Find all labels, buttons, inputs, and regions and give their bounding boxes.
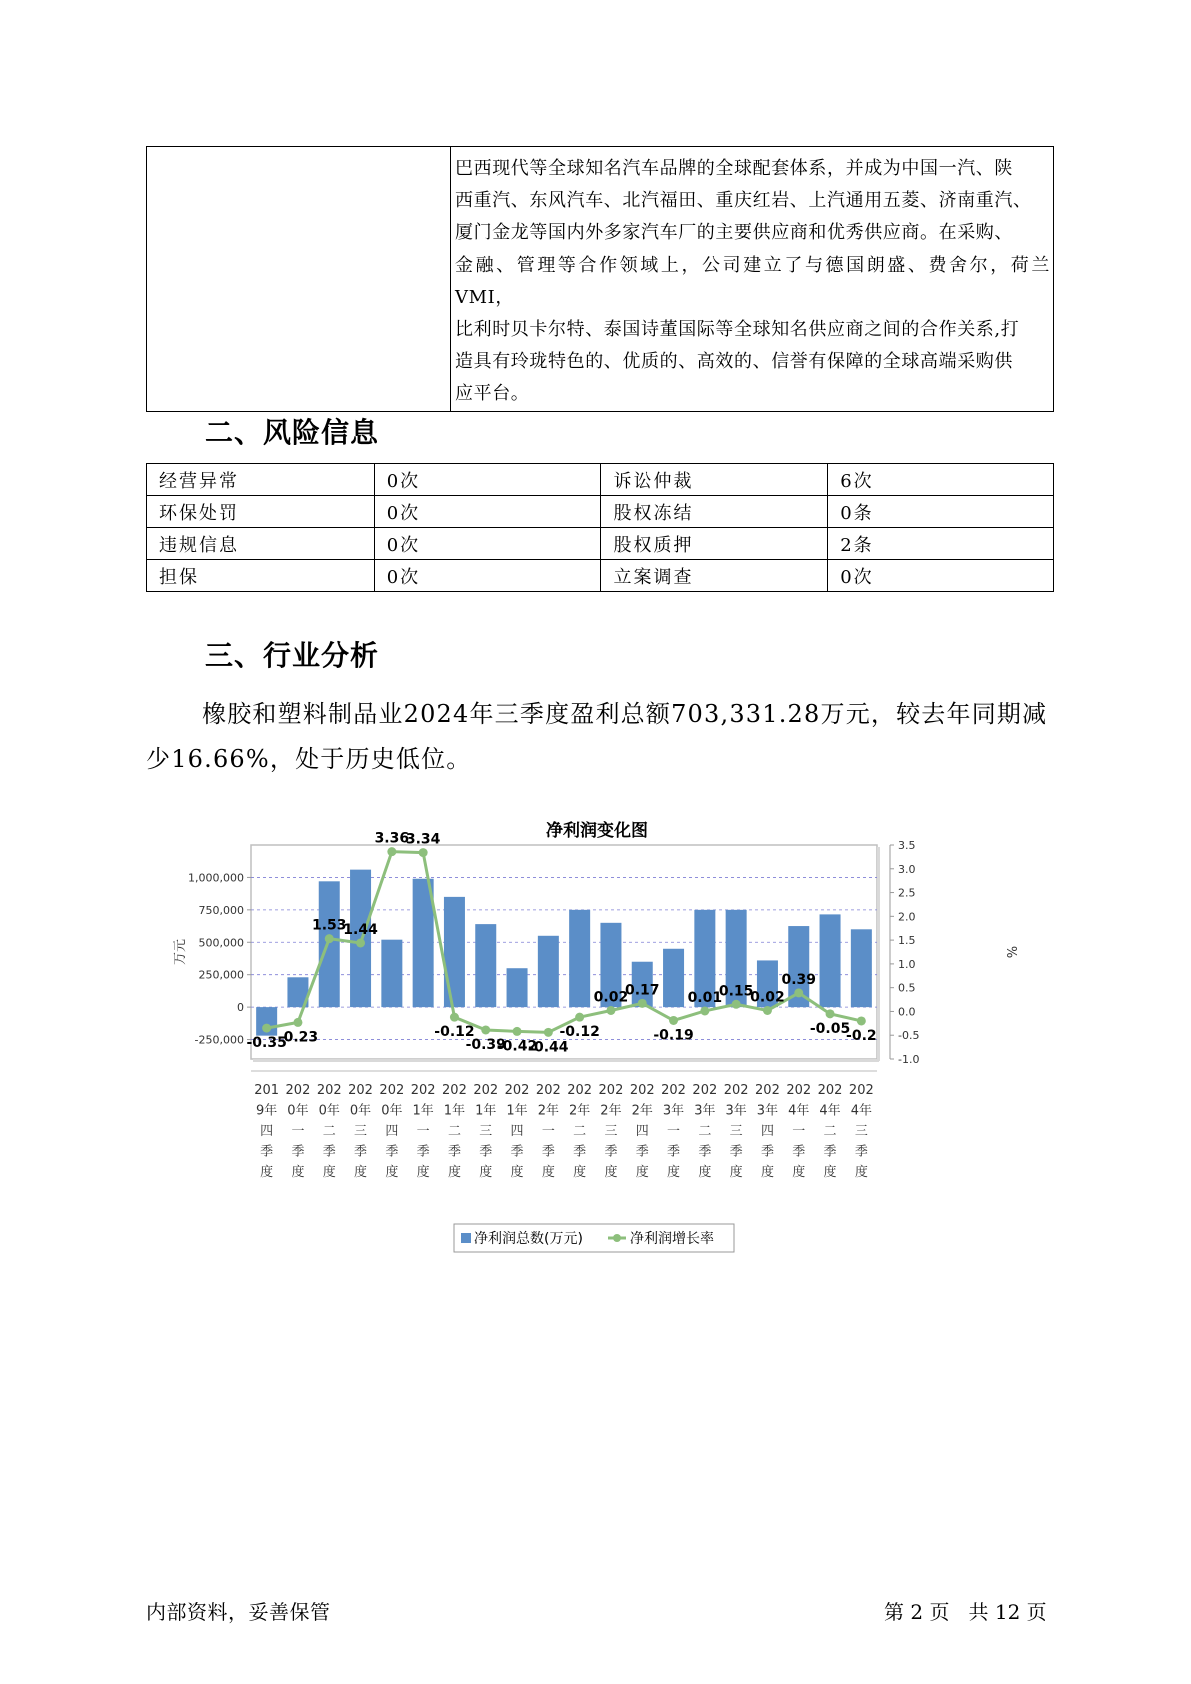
intro-line: 应平台。 <box>455 383 530 405</box>
legend-line-label: 净利润增长率 <box>630 1231 714 1247</box>
bar <box>507 968 528 1007</box>
x-tick-label: 季 <box>667 1144 681 1160</box>
x-tick-label: 1年 <box>412 1103 434 1119</box>
y-axis-label: 万元 <box>173 938 188 966</box>
x-tick-label: 度 <box>291 1165 305 1180</box>
x-tick-label: 2年 <box>537 1103 559 1119</box>
risk-label: 诉讼仲裁 <box>601 464 828 496</box>
bar <box>381 940 402 1007</box>
x-tick-label: 季 <box>604 1144 618 1160</box>
data-label: -0.12 <box>434 1024 475 1041</box>
x-tick-label: 0年 <box>381 1103 403 1119</box>
y-tick-label: 500,000 <box>198 936 244 950</box>
x-tick-label: 度 <box>760 1165 774 1180</box>
x-tick-label: 202 <box>410 1083 436 1098</box>
industry-analysis-paragraph: 橡胶和塑料制品业2024年三季度盈利总额703,331.28万元，较去年同期减少16.66%，处于历史低位。 <box>146 700 1048 773</box>
x-tick-label: 度 <box>447 1165 461 1180</box>
data-label: 0.02 <box>593 989 629 1006</box>
growth-rate-point <box>387 847 396 856</box>
x-tick-label: 四 <box>760 1124 774 1139</box>
x-tick-label: 202 <box>442 1083 467 1098</box>
x-tick-label: 202 <box>848 1083 874 1098</box>
y-tick-label: -250,000 <box>194 1033 244 1047</box>
legend-bar-swatch <box>461 1233 471 1243</box>
x-tick-label: 三 <box>354 1124 368 1139</box>
x-tick-label: 季 <box>354 1144 368 1160</box>
x-tick-label: 一 <box>541 1124 555 1139</box>
x-tick-label: 二 <box>322 1124 336 1139</box>
x-tick-label: 3年 <box>725 1103 747 1119</box>
x-tick-label: 0年 <box>287 1103 309 1119</box>
intro-table-left-cell <box>147 147 451 412</box>
x-tick-label: 3年 <box>694 1103 716 1119</box>
data-label: 0.39 <box>781 971 817 988</box>
growth-rate-point <box>794 988 803 997</box>
risk-value: 0次 <box>374 528 601 560</box>
x-tick-label: 季 <box>291 1144 305 1160</box>
x-tick-label: 202 <box>285 1083 311 1098</box>
bar <box>569 910 590 1007</box>
data-label: -0.05 <box>809 1020 851 1037</box>
x-tick-label: 3年 <box>662 1103 685 1119</box>
x-tick-label: 四 <box>635 1124 649 1139</box>
table-row <box>147 464 1054 496</box>
growth-rate-point <box>606 1006 615 1015</box>
x-tick-label: 度 <box>573 1165 587 1180</box>
x-tick-label: 202 <box>755 1083 780 1098</box>
data-label: -0.42 <box>496 1038 538 1055</box>
x-tick-label: 度 <box>416 1165 430 1180</box>
x-tick-label: 3年 <box>756 1103 779 1119</box>
intro-line: 金融、管理等合作领域上，公司建立了与德国朗盛、费舍尔，荷兰VMI， <box>455 254 1050 308</box>
intro-table <box>146 146 1054 412</box>
data-label: 0.01 <box>687 989 723 1006</box>
x-tick-label: 三 <box>854 1124 868 1139</box>
footer-page-number: 第 2 页 共 12 页 <box>884 1600 1047 1624</box>
x-tick-label: 度 <box>667 1165 681 1180</box>
x-tick-label: 一 <box>792 1124 806 1139</box>
bar <box>319 881 340 1007</box>
x-tick-label: 202 <box>661 1083 686 1098</box>
x-tick-label: 度 <box>729 1165 743 1180</box>
x-tick-label: 季 <box>792 1144 806 1160</box>
data-label: -0.23 <box>277 1029 319 1046</box>
growth-rate-point <box>857 1016 866 1025</box>
data-label: -0.2 <box>846 1027 877 1044</box>
x-tick-label: 2年 <box>631 1103 653 1119</box>
x-tick-label: 1年 <box>443 1103 466 1119</box>
x-tick-label: 202 <box>379 1083 405 1098</box>
x-tick-label: 季 <box>760 1144 774 1160</box>
x-tick-label: 二 <box>573 1124 587 1139</box>
x-tick-label: 度 <box>260 1165 274 1180</box>
y-tick-label: 0 <box>237 1001 244 1015</box>
bar <box>820 914 841 1007</box>
x-tick-label: 202 <box>723 1083 749 1098</box>
risk-label: 立案调查 <box>601 560 828 592</box>
growth-rate-point <box>356 938 365 947</box>
net-profit-chart <box>160 808 1030 1268</box>
growth-rate-point <box>669 1016 678 1025</box>
x-tick-label: 二 <box>823 1124 837 1139</box>
chart-title: 净利润变化图 <box>546 821 648 841</box>
x-tick-label: 202 <box>629 1083 655 1098</box>
x-tick-label: 季 <box>416 1144 430 1160</box>
bar <box>444 897 465 1007</box>
risk-label: 股权质押 <box>601 528 828 560</box>
x-tick-label: 202 <box>473 1083 499 1098</box>
growth-rate-point <box>638 999 647 1008</box>
risk-value: 2条 <box>828 528 1054 560</box>
x-tick-label: 2年 <box>600 1103 622 1119</box>
x-tick-label: 202 <box>786 1083 812 1098</box>
x-tick-label: 四 <box>510 1124 524 1139</box>
x-tick-label: 度 <box>604 1165 618 1180</box>
data-label: 0.15 <box>718 983 754 1000</box>
footer-confidential-note: 内部资料，妥善保管 <box>146 1600 331 1624</box>
y-tick-label: 750,000 <box>198 903 244 917</box>
y-tick-label: 250,000 <box>198 968 244 982</box>
intro-line: 西重汽、东风汽车、北汽福田、重庆红岩、上汽通用五菱、济南重汽、 <box>455 190 1032 212</box>
data-label: 0.17 <box>624 982 660 999</box>
x-tick-label: 度 <box>823 1165 837 1180</box>
legend-line-marker <box>613 1234 621 1242</box>
data-label: -0.39 <box>465 1036 506 1053</box>
x-tick-label: 202 <box>535 1083 561 1098</box>
y2-axis-label: % <box>1003 945 1018 959</box>
bar <box>475 924 496 1007</box>
x-tick-label: 季 <box>573 1144 587 1160</box>
x-tick-label: 度 <box>322 1165 336 1180</box>
data-label: -0.19 <box>653 1027 694 1044</box>
growth-rate-point <box>732 1000 741 1009</box>
y2-tick-label: 3.5 <box>898 839 916 852</box>
x-tick-label: 4年 <box>788 1103 810 1119</box>
x-tick-label: 度 <box>479 1165 493 1180</box>
x-tick-label: 季 <box>479 1144 493 1160</box>
risk-table <box>146 463 1054 592</box>
x-tick-label: 一 <box>416 1124 430 1139</box>
x-tick-label: 202 <box>692 1083 718 1098</box>
intro-line: 巴西现代等全球知名汽车品牌的全球配套体系，并成为中国一汽、陕 <box>455 158 1013 179</box>
plot-shadow-right <box>877 847 880 1061</box>
y2-tick-label: 1.0 <box>898 957 916 971</box>
x-tick-label: 9年 <box>256 1103 278 1119</box>
bar <box>851 929 872 1007</box>
x-tick-label: 1年 <box>475 1103 497 1119</box>
risk-label: 环保处罚 <box>147 496 375 528</box>
chart-svg <box>160 808 1030 1268</box>
x-tick-label: 201 <box>254 1083 280 1098</box>
x-tick-label: 季 <box>385 1144 399 1160</box>
y2-tick-label: 3.0 <box>898 862 916 876</box>
data-label: 1.53 <box>311 917 347 934</box>
growth-rate-point <box>293 1018 302 1027</box>
x-tick-label: 202 <box>504 1083 530 1098</box>
risk-label: 担保 <box>147 560 375 592</box>
x-tick-label: 4年 <box>850 1103 872 1119</box>
x-tick-label: 度 <box>354 1165 368 1180</box>
y-tick-label: 1,000,000 <box>188 871 244 885</box>
x-tick-label: 0年 <box>349 1103 372 1119</box>
intro-line: 厦门金龙等国内外多家汽车厂的主要供应商和优秀供应商。在采购、 <box>455 222 1013 244</box>
legend-bar-label: 净利润总数(万元) <box>474 1231 583 1247</box>
risk-value: 0次 <box>374 496 601 528</box>
x-tick-label: 4年 <box>819 1103 841 1119</box>
y2-tick-label: 2.5 <box>898 886 916 900</box>
x-tick-label: 三 <box>604 1124 618 1139</box>
x-tick-label: 季 <box>541 1144 555 1160</box>
table-row <box>147 496 1054 528</box>
x-tick-label: 季 <box>510 1144 524 1160</box>
x-tick-label: 202 <box>316 1083 342 1098</box>
x-tick-label: 一 <box>667 1124 681 1139</box>
intro-line: 比利时贝卡尔特、泰国诗董国际等全球知名供应商之间的合作关系,打 <box>455 319 1020 341</box>
y2-tick-label: 2.0 <box>898 910 916 924</box>
x-tick-label: 202 <box>348 1083 373 1098</box>
x-tick-label: 季 <box>823 1144 837 1160</box>
bar <box>538 936 559 1007</box>
risk-label: 股权冻结 <box>601 496 828 528</box>
risk-label: 违规信息 <box>147 528 375 560</box>
data-label: 0.02 <box>750 989 785 1006</box>
x-tick-label: 202 <box>598 1083 624 1098</box>
x-tick-label: 四 <box>385 1124 399 1139</box>
growth-rate-point <box>450 1013 459 1022</box>
industry-section-title: 三、行业分析 <box>205 639 380 672</box>
data-label: -0.44 <box>528 1039 569 1056</box>
growth-rate-point <box>419 848 428 857</box>
growth-rate-point <box>544 1028 553 1037</box>
y2-tick-label: 0.5 <box>898 981 916 995</box>
growth-rate-point <box>481 1025 490 1034</box>
x-tick-label: 度 <box>510 1165 524 1180</box>
risk-value: 0次 <box>374 560 601 592</box>
x-tick-label: 一 <box>291 1124 305 1139</box>
y2-tick-label: 0.0 <box>898 1005 916 1019</box>
x-tick-label: 202 <box>567 1083 593 1098</box>
x-tick-label: 二 <box>447 1124 461 1139</box>
x-tick-label: 季 <box>322 1144 336 1160</box>
risk-value: 6次 <box>828 464 1054 496</box>
x-tick-label: 度 <box>854 1165 868 1180</box>
table-row <box>147 560 1054 592</box>
x-tick-label: 202 <box>817 1083 843 1098</box>
bar <box>663 949 684 1007</box>
intro-line: 造具有玲珑特色的、优质的、高效的、信誉有保障的全球高端采购供 <box>455 351 1013 373</box>
x-tick-label: 季 <box>635 1144 649 1160</box>
data-label: 3.34 <box>405 831 441 848</box>
x-tick-label: 三 <box>479 1124 493 1139</box>
data-label: -0.12 <box>559 1024 600 1041</box>
data-label: -0.35 <box>246 1035 287 1052</box>
x-tick-label: 四 <box>260 1124 274 1139</box>
x-tick-label: 度 <box>541 1165 555 1180</box>
x-tick-label: 度 <box>698 1165 712 1180</box>
x-tick-label: 2年 <box>569 1103 591 1119</box>
x-tick-label: 度 <box>635 1165 649 1180</box>
x-tick-label: 0年 <box>318 1103 340 1119</box>
y2-tick-label: 1.5 <box>898 934 916 948</box>
y2-tick-label: -1.0 <box>898 1053 920 1066</box>
risk-label: 经营异常 <box>147 464 375 496</box>
y2-tick-label: -0.5 <box>898 1029 920 1043</box>
data-label: 3.36 <box>374 830 410 847</box>
x-tick-label: 二 <box>698 1124 712 1139</box>
intro-table-text-cell <box>451 147 1054 412</box>
x-tick-label: 三 <box>729 1124 743 1139</box>
plot-shadow-bottom <box>253 1059 879 1062</box>
x-tick-label: 度 <box>385 1165 399 1180</box>
x-tick-label: 季 <box>729 1144 743 1160</box>
x-tick-label: 1年 <box>506 1103 528 1119</box>
growth-rate-point <box>826 1009 835 1018</box>
risk-value: 0次 <box>828 560 1054 592</box>
risk-value: 0次 <box>374 464 601 496</box>
x-tick-label: 季 <box>698 1144 712 1160</box>
growth-rate-point <box>325 934 334 943</box>
x-tick-label: 季 <box>260 1144 274 1160</box>
risk-section-title: 二、风险信息 <box>205 416 380 449</box>
x-tick-label: 季 <box>447 1144 461 1160</box>
growth-rate-point <box>513 1027 522 1036</box>
growth-rate-point <box>262 1024 271 1033</box>
data-label: 1.44 <box>343 921 378 938</box>
x-tick-label: 季 <box>854 1144 868 1160</box>
x-tick-label: 度 <box>792 1165 806 1180</box>
growth-rate-point <box>700 1006 709 1015</box>
growth-rate-point <box>575 1013 584 1022</box>
table-row <box>147 528 1054 560</box>
growth-rate-point <box>763 1006 772 1015</box>
risk-value: 0条 <box>828 496 1054 528</box>
